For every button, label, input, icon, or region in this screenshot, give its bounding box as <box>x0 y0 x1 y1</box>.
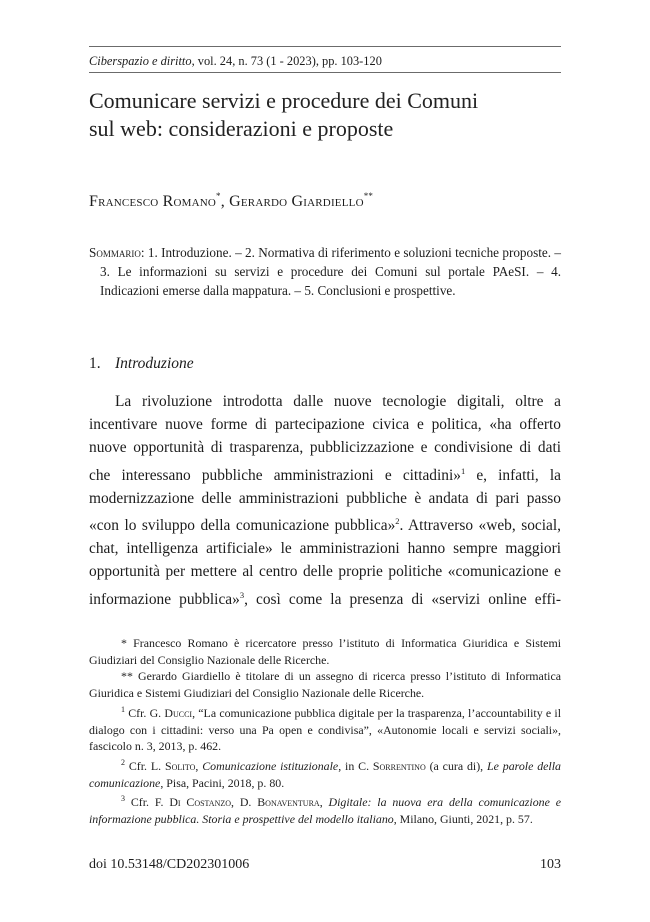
section-number: 1. <box>89 355 101 372</box>
summary <box>89 243 561 300</box>
journal-citation <box>89 53 561 69</box>
footnote-ref-3[interactable]: 3 <box>239 589 245 600</box>
footnote-double-star: ** Gerardo Giardiello è titolare di un assegno di ricerca presso l’istituto di Informatica Giuridica e Sistemi Giudiziari del Consiglio Nazionale delle Ricerche. <box>89 669 561 701</box>
summary-label: Sommario: <box>89 245 145 260</box>
header-bottom-rule <box>89 72 561 73</box>
author-1: Francesco Romano <box>89 193 217 210</box>
body-paragraph: La rivoluzione introdotta dalle nuove tecnologie digitali, oltre a incentivare nuove forme di partecipazione civica e politica, «ha offerto nuove opportunità di trasparenza, pubblicizzazione e condivisione di dati che interessano pubbliche amministrazioni e cittadini»$^1$ e, infatti, la modernizzazione delle amministrazioni pubbliche è andata di pari passo «con lo sviluppo della comunicazione pubblica»$^2$. Attraverso «web, social, chat, intelligenza artificiale» le amministrazioni hanno sempre maggiori opportunità per mettere al centro delle proprie politiche «comunicazione e informazione pubblica»$^3$, così come la presenza di «servizi online effi- <box>89 393 562 608</box>
footnote-1: $^1$ Cfr. G. Ducci, “La comunicazione pubblica digitale per la trasparenza, l’accountability e il dialogo con i cittadini: verso una Pa open e condivisa”, «Autonomie locali e servizi sociali», fascicolo n. 3, 2013, p. 462. <box>89 704 561 754</box>
page-number: 103 <box>540 857 561 872</box>
header-top-rule <box>89 46 561 47</box>
author-2: Gerardo Giardiello <box>229 193 364 210</box>
footnote-star-mark: * <box>121 636 127 650</box>
footnote-ref-1[interactable]: 1 <box>460 465 466 476</box>
section-heading <box>89 354 194 374</box>
article-title <box>89 87 561 143</box>
doi[interactable]: doi 10.53148/CD202301006 <box>89 857 250 872</box>
authors <box>89 185 561 213</box>
section-title: Introduzione <box>115 355 194 372</box>
footnote-star: * Francesco Romano è ricercatore presso l’istituto di Informatica Giuridica e Sistemi Giudiziari del Consiglio Nazionale delle Ricerche. <box>89 636 561 667</box>
body-text <box>89 390 561 611</box>
footnote-2: $^2$ Cfr. L. Solito, Comunicazione istituzionale, in C. Sorrentino (a cura di), Le parole della comunicazione, Pisa, Pacini, 2018, p. 80. <box>89 757 561 790</box>
journal-info: , vol. 24, n. 73 (1 - 2023), pp. 103-120 <box>191 54 382 68</box>
author-2-note-mark[interactable]: ** <box>363 191 374 201</box>
article-title-line-2: sul web: considerazioni e proposte <box>89 116 394 141</box>
author-1-note-mark[interactable]: * <box>216 191 221 201</box>
footnote-2-mark: 2 <box>121 757 125 767</box>
footnote-1-mark: 1 <box>121 704 125 714</box>
footnote-double-star-mark: ** <box>121 669 133 684</box>
footnote-3-mark: 3 <box>121 794 125 804</box>
summary-text: 1. Introduzione. – 2. Normativa di riferimento e soluzioni tecniche proposte. – 3. Le informazioni su servizi e procedure dei Comuni sul portale PAeSI. – 4. Indicazioni emerse dalla mappatura. – 5. Conclusioni e prospettive. <box>100 245 561 298</box>
footnote-3: $^3$ Cfr. F. Di Costanzo, D. Bonaventura, Digitale: la nuova era della comunicazione e informazione pubblica. Storia e prospettive del modello italiano, Milano, Giunti, 2021, p. 57. <box>89 794 561 827</box>
journal-name: Ciberspazio e diritto <box>89 54 192 68</box>
author-separator: , <box>220 193 230 210</box>
footnote-ref-2[interactable]: 2 <box>395 516 400 527</box>
article-title-line-1: Comunicare servizi e procedure dei Comuni <box>89 88 479 113</box>
footnotes <box>89 635 561 828</box>
